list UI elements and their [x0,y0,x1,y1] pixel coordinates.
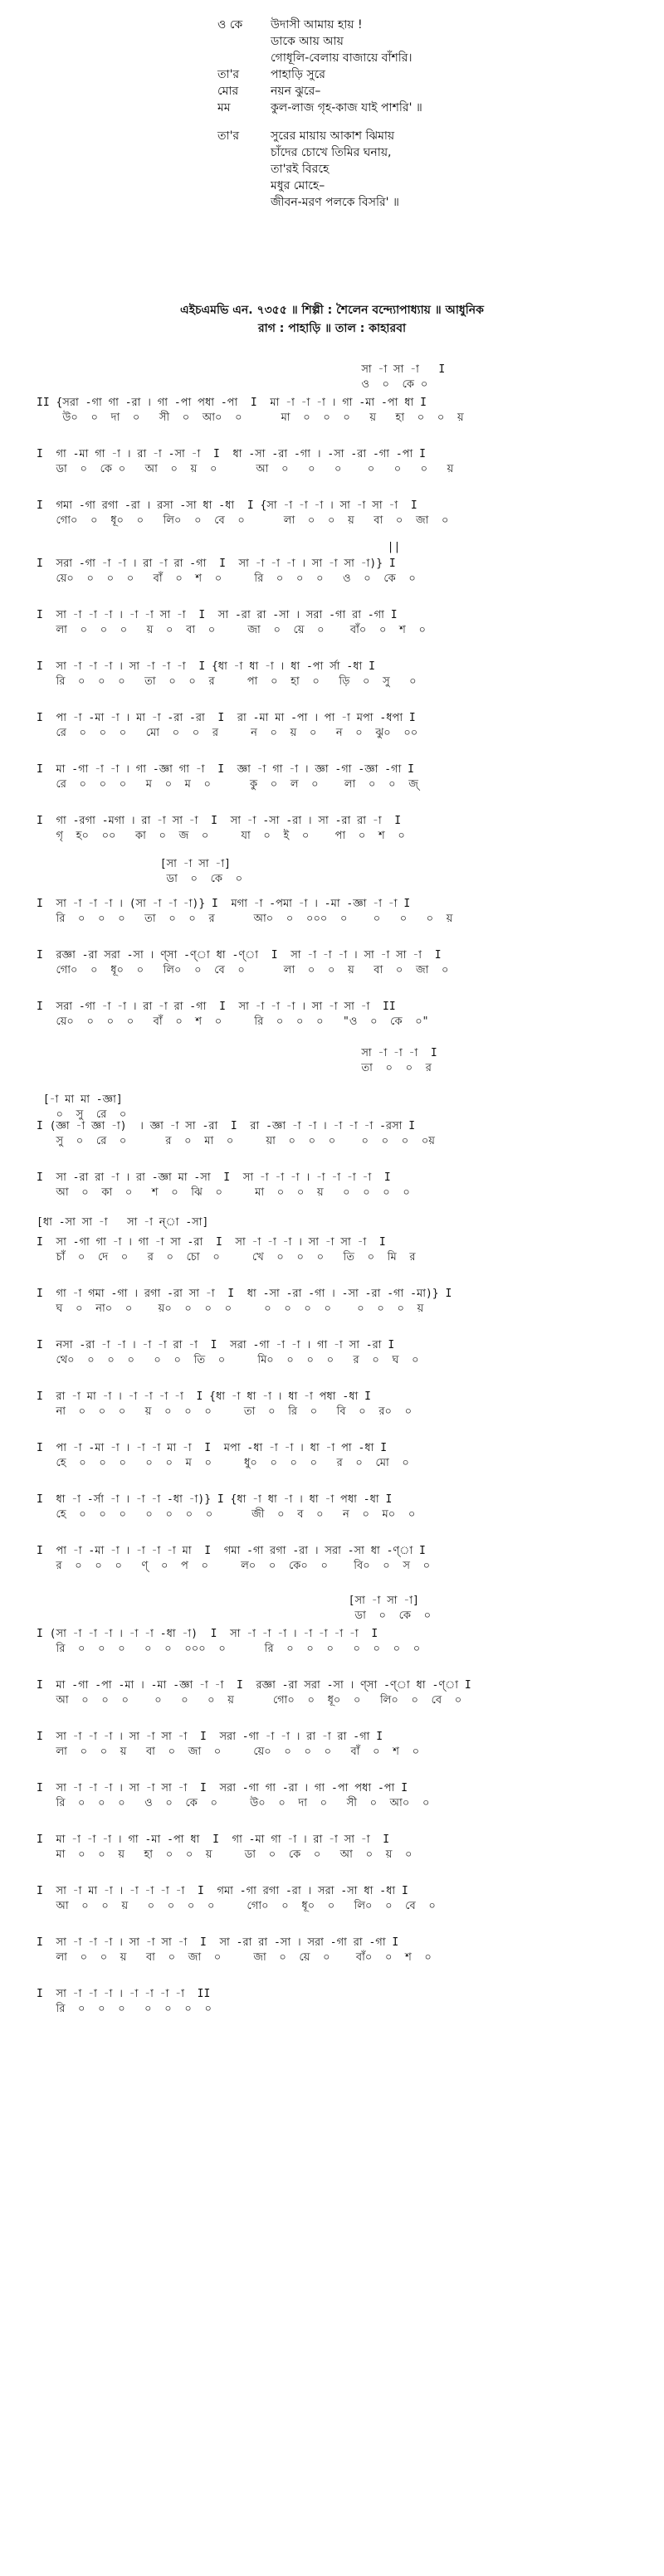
notation-row: || [37,541,401,553]
notation-row: I গমা -গা রগা -রা । রসা -সা ধা -ধা I {সা -া -া -া । সা -া সা -া I [37,499,417,512]
syllable-row: চাঁ ০ দে ০ র ০ চো ০ খে ০ ০ ০ তি ০ মি র [37,1251,416,1264]
lyrics-line [217,66,422,83]
syllable-row: ঘ ০ না০ ০ য়০ ০ ০ ০ ০ ০ ০ ০ ০ ০ ০ য় [37,1303,424,1315]
notation-row: I নসা -রা -া -া । -া -া রা -া I সরা -গা -া -া । গা -া সা -রা I [37,1339,395,1351]
notation-row: [সা -া সা -া] [37,858,231,870]
syllable-row: থে০ ০ ০ ০ ০ ০ তি ০ মি০ ০ ০ ০ র ০ ঘ ০ [37,1354,419,1366]
lyrics-speaker [217,161,271,178]
lyrics-text: কুল-লাজ গৃহ-কাজ যাই পাশরি' ॥ [271,101,422,114]
notation-row: সা -া -া -া I [37,1047,437,1059]
notation-row: I মা -গা -া -া । গা -জ্ঞা গা -া I জ্ঞা -া গা -া । জ্ঞা -গা -জ্ঞা -গা I [37,763,415,776]
lyrics-line [217,128,422,144]
syllable-row: রি ০ ০ ০ ও ০ কে ০ উ০ ০ দা ০ সী ০ আ০ ০ [37,1797,430,1809]
notation-row: I সা -া -া -া । সা -া সা -া I সরা -গা -া -া । রা -া রা -গা I [37,1731,383,1743]
syllable-row: গো০ ০ ধূ০ ০ লি০ ০ বে ০ লা ০ ০ য় বা ০ জা ০ [37,964,449,976]
lyrics-gap [217,116,422,128]
lyrics-speaker [217,144,271,161]
syllable-row: য়ে০ ০ ০ ০ বাঁ ০ শ ০ রি ০ ০ ০ "ও ০ কে ০" [37,1015,429,1028]
syllable-row: ডা ০ কে ০ আ ০ য় ০ আ ০ ০ ০ ০ ০ ০ য় [37,463,454,475]
lyrics-block [217,17,422,211]
lyrics-text: মধুর মোহে– [271,179,325,192]
notation-row: I সা -া -া -া । সা -া -া -া I {ধা -া ধা -া । ধা -পা র্সা -ধা I [37,660,375,673]
lyrics-line [217,178,422,194]
lyrics-line [217,100,422,116]
notation-row: I সা -গা গা -া । গা -া সা -রা I সা -া -া -া । সা -া সা -া I [37,1236,386,1249]
notation-row: I সা -া -া -া । -া -া -া -া II [37,1988,211,2000]
notation-row: সা -া সা -া I [37,363,446,376]
syllable-row: লা ০ ০ য় বা ০ জা ০ জা ০ য়ে ০ বাঁ০ ০ শ ০ [37,1951,432,1964]
syllable-row: রে ০ ০ ০ মো ০ ০ র ন ০ য় ০ ন ০ ঝু০ ০০ [37,727,418,739]
syllable-row: লা ০ ০ ০ য় ০ বা ০ জা ০ য়ে ০ বাঁ০ ০ শ ০ [37,624,426,636]
lyrics-speaker: মম [217,101,231,114]
notation-row: I সরা -গা -া -া । রা -া রা -গা I সা -া -া -া । সা -া সা -া)} I [37,558,396,570]
syllable-row: না ০ ০ ০ য় ০ ০ ০ তা ০ রি ০ বি ০ র০ ০ [37,1405,413,1418]
notation-row: I পা -া -মা -া । -া -া মা -া I মপা -ধা -া -া । ধা -া পা -ধা I [37,1442,388,1454]
syllable-row: গৃ হ০ ০০ কা ০ জ ০ যা ০ ই ০ পা ০ শ ০ [37,830,405,842]
lyrics-speaker [217,178,271,194]
lyrics-line [217,50,422,66]
lyrics-text: তা'রই বিরহে [271,163,330,176]
syllable-row: ডা ০ কে ০ [37,873,243,885]
syllable-row: আ ০ ০ য় ০ ০ ০ ০ গো০ ০ ধূ০ ০ লি০ ০ বে ০ [37,1900,436,1912]
notation-row: I সা -া মা -া । -া -া -া -া I গমা -গা রগা -রা । সরা -সা ধা -ধা I [37,1885,408,1897]
notation-row: I ধা -া -র্সা -া । -া -া -ধা -া)} I {ধা -া ধা -া । ধা -া পধা -ধা I [37,1493,393,1506]
lyrics-text: পাহাড়ি সুরে [271,68,326,81]
lyrics-speaker: তা'র [217,129,240,143]
lyrics-speaker [217,50,271,66]
notation-row: I (জ্ঞা -া জ্ঞা -া) । জ্ঞা -া সা -রা I রা -জ্ঞা -া -া । -া -া -া -রসা I [37,1120,416,1132]
syllable-row: লা ০ ০ য় বা ০ জা ০ য়ে০ ০ ০ ০ বাঁ ০ শ ০ [37,1746,420,1758]
notation-row: I সা -া -া -া । সা -া সা -া I সরা -গা গা -রা । গা -পা পধা -পা I [37,1782,408,1794]
notation-row: I সা -রা রা -া । রা -জ্ঞা মা -সা I সা -া -া -া । -া -া -া -া I [37,1171,391,1184]
lyrics-line [217,194,422,211]
notation-row: [ধা -সা সা -া সা -া ন্া -সা] [37,1216,209,1229]
lyrics-speaker [217,33,271,50]
syllable-row: ০ সু রে ০ [37,1108,127,1121]
syllable-row: হে ০ ০ ০ ০ ০ ম ০ ধু০ ০ ০ ০ র ০ মো ০ [37,1457,409,1469]
notation-row: I সা -া -া -া । -া -া সা -া I সা -রা রা -সা । সরা -গা রা -গা I [37,609,398,621]
lyrics-speaker [217,194,271,211]
lyrics-text: গোধূলি-বেলায় বাজায়ে বাঁশরি। [271,51,413,65]
notation-row: [সা -া সা -া] [37,1595,419,1607]
notation-row: I সরা -গা -া -া । রা -া রা -গা I সা -া -া -া । সা -া সা -া II [37,1001,396,1013]
lyrics-speaker: ও কে [217,18,243,32]
lyrics-text: ডাকে আয় আয় [271,35,344,48]
syllable-row: রি ০ ০ ০ তা ০ ০ র আ০ ০ ০০০ ০ ০ ০ ০ য় [37,913,453,925]
notation-row: I গা -রগা -মগা । রা -া সা -া I সা -া -সা -রা । সা -রা রা -া I [37,815,402,827]
syllable-row: র ০ ০ ০ ণ্ ০ প ০ ল০ ০ কে০ ০ বি০ ০ স ০ [37,1560,431,1572]
syllable-row: তা ০ ০ র [37,1062,432,1074]
syllable-row: আ ০ ০ ০ ০ ০ ০ য় গো০ ০ ধূ০ ০ লি০ ০ বে ০ [37,1694,462,1707]
syllable-row: উ০ ০ দা ০ সী ০ আ০ ০ মা ০ ০ ০ য় হা ০ ০ য় [37,411,464,424]
notation-row: I মা -গা -পা -মা । -মা -জ্ঞা -া -া I রজ্ঞা -রা সরা -সা । ণ্সা -ণ্া ধা -ণ্া I [37,1679,471,1692]
notation-row: I গা -মা গা -া । রা -া -সা -া I ধা -সা -রা -গা । -সা -রা -গা -পা I [37,448,426,460]
notation-row: I রা -া মা -া । -া -া -া -া I {ধা -া ধা -া । ধা -া পধা -ধা I [37,1390,371,1403]
lyrics-line [217,144,422,161]
syllable-row: রি ০ ০ ০ ০ ০ ০ ০ [37,2003,212,2015]
notation-row: I সা -া -া -া । (সা -া -া -া)} I মগা -া -পমা -া । -মা -জ্ঞা -া -া I [37,898,411,910]
syllable-row: আ ০ কা ০ শ ০ ঝি ০ মা ০ ০ য় ০ ০ ০ ০ [37,1186,410,1199]
record-info: এইচএমভি এন. ৭৩৫৫ ॥ শিল্পী : শৈলেন বন্দ্যোপাধ্যায় ॥ আধুনিক [180,304,484,317]
lyrics-line [217,161,422,178]
syllable-row: রে ০ ০ ০ ম ০ ম ০ কু ০ ল ০ লা ০ ০ জ্ [37,778,418,791]
syllable-row: গো০ ০ ধূ০ ০ লি০ ০ বে ০ লা ০ ০ য় বা ০ জা ০ [37,514,449,527]
notation-row: I সা -া -া -া । সা -া সা -া I সা -রা রা -সা । সরা -গা রা -গা I [37,1936,399,1949]
notation-row: I মা -া -া -া । গা -মা -পা ধা I গা -মা গা -া । রা -া সা -া I [37,1833,390,1846]
syllable-row: হে ০ ০ ০ ০ ০ ০ ০ জী ০ ব ০ ন ০ ম০ ০ [37,1508,416,1521]
syllable-row: ডা ০ কে ০ [37,1609,432,1622]
notation-row: I (সা -া -া -া । -া -া -ধা -া) I সা -া -া -া । -া -া -া -া I [37,1628,378,1640]
notation-row: I পা -া -মা -া । -া -া -া মা I গমা -গা রগা -রা । সরা -সা ধা -ণ্া I [37,1545,426,1557]
lyrics-line [217,17,422,33]
lyrics-text: চাঁদের চোখে তিমির ঘনায়, [271,146,392,159]
lyrics-line [217,83,422,100]
syllable-row: য়ে০ ০ ০ ০ বাঁ ০ শ ০ রি ০ ০ ০ ও ০ কে ০ [37,572,416,585]
lyrics-text: জীবন-মরণ পলকে বিসরি' ॥ [271,196,399,209]
lyrics-speaker: মোর [217,85,239,98]
lyrics-text: নয়ন ঝুরে– [271,85,321,98]
notation-row: I গা -া গমা -গা । রগা -রা সা -া I ধা -সা -রা -গা । -সা -রা -গা -মা)} I [37,1288,452,1300]
notation-row: I রজ্ঞা -রা সরা -সা । ণ্সা -ণ্া ধা -ণ্া I সা -া -া -া । সা -া সা -া I [37,949,442,962]
notation-row: [-া মা মা -জ্ঞা] [37,1093,123,1106]
syllable-row: রি ০ ০ ০ ০ ০ ০০০ ০ রি ০ ০ ০ ০ ০ ০ ০ [37,1643,421,1655]
syllable-row: ও ০ কে ০ [37,378,428,391]
syllable-row: রি ০ ০ ০ তা ০ ০ র পা ০ হা ০ ড়ি ০ সু ০ [37,675,417,688]
lyrics-text: সুরের মায়ায় আকাশ ঝিমায় [271,129,395,143]
lyrics-text: উদাসী আমায় হায় ! [271,18,363,32]
lyrics-speaker: তা'র [217,68,240,81]
syllable-row: মা ০ ০ য় হা ০ ০ য় ডা ০ কে ০ আ ০ য় ০ [37,1848,413,1861]
syllable-row: সু ০ রে ০ র ০ মা ০ য়া ০ ০ ০ ০ ০ ০ ০য় [37,1135,435,1147]
lyrics-line [217,33,422,50]
notation-row: I পা -া -মা -া । মা -া -রা -রা I রা -মা মা -পা । পা -া মপা -ধপা I [37,712,416,724]
raga-tala-info: রাগ : পাহাড়ি ॥ তাল : কাহারবা [257,322,407,335]
notation-row: II {সরা -গা গা -রা । গা -পা পধা -পা I মা -া -া -া । গা -মা -পা ধা I [37,397,427,409]
